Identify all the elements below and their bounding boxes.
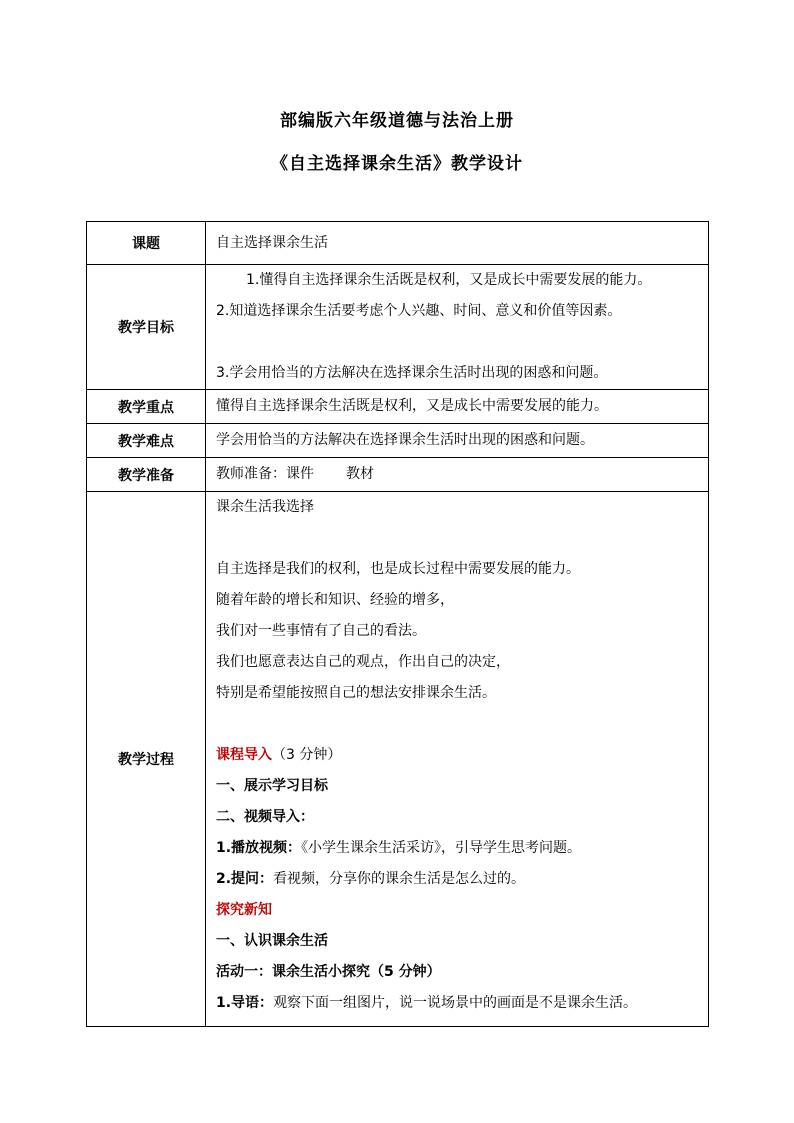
video-text: 《小学生课余生活采访》，引导学生思考问题。 — [301, 840, 582, 856]
intro-line-4: 我们也愿意表达自己的观点，作出自己的决定， — [216, 654, 510, 670]
prep-textbook: 教材 — [346, 466, 374, 482]
goal-line-3: 3.学会用恰当的方法解决在选择课余生活时出现的困惑和问题。 — [216, 365, 608, 381]
label-nandian: 教学难点 — [87, 424, 206, 458]
intro-title: 课余生活我选择 — [216, 499, 314, 515]
activity-one: 活动一：课余生活小探究（5 分钟） — [216, 964, 441, 980]
goal-line-1: 1.懂得自主选择课余生活既是权利，又是成长中需要发展的能力。 — [246, 272, 652, 288]
value-nandian: 学会用恰当的方法解决在选择课余生活时出现的困惑和问题。 — [216, 432, 594, 448]
section-intro-heading — [216, 740, 708, 771]
section-time: （3 分钟） — [272, 747, 342, 763]
item-video-intro: 二、视频导入： — [216, 809, 314, 825]
value-keti: 自主选择课余生活 — [216, 235, 328, 251]
item-know-life: 一、认识课余生活 — [216, 933, 328, 949]
guide-line — [216, 988, 708, 1019]
lesson-plan-table — [86, 221, 709, 1027]
guide-text: 观察下面一组图片，说一说场景中的画面是不是课余生活。 — [273, 995, 638, 1011]
ask-line — [216, 864, 708, 895]
label-mubiao: 教学目标 — [87, 265, 206, 390]
label-zhunbei: 教学准备 — [87, 458, 206, 492]
ask-text: 看视频，分享你的课余生活是怎么过的。 — [273, 871, 526, 887]
section-explore-heading: 探究新知 — [216, 902, 272, 918]
intro-line-2: 随着年龄的增长和知识、经验的增多， — [216, 592, 454, 608]
prep-teacher: 教师准备：课件 — [216, 466, 314, 482]
label-keti: 课题 — [87, 222, 206, 265]
table-row — [87, 390, 709, 424]
guide-label: 1.导语： — [216, 995, 274, 1011]
label-guocheng: 教学过程 — [87, 492, 206, 1027]
intro-line-3: 我们对一些事情有了自己的看法。 — [216, 623, 426, 639]
video-line — [216, 833, 708, 864]
doc-title-line1: 部编版六年级道德与法治上册 — [280, 111, 514, 131]
label-zhongdian: 教学重点 — [87, 390, 206, 424]
intro-line-5: 特别是希望能按照自己的想法安排课余生活。 — [216, 685, 496, 701]
table-row — [87, 492, 709, 1027]
value-zhunbei — [216, 458, 708, 491]
table-row — [87, 265, 709, 390]
doc-title-line2: 《自主选择课余生活》教学设计 — [271, 154, 523, 174]
table-row — [87, 458, 709, 492]
goal-line-2: 2.知道选择课余生活要考虑个人兴趣、时间、意义和价值等因素。 — [216, 303, 622, 319]
video-label: 1.播放视频： — [216, 840, 302, 856]
section-red-label: 课程导入 — [216, 747, 272, 763]
intro-line-1: 自主选择是我们的权利，也是成长过程中需要发展的能力。 — [216, 561, 580, 577]
table-row — [87, 424, 709, 458]
table-row — [87, 222, 709, 265]
ask-label: 2.提问： — [216, 871, 274, 887]
item-show-goals: 一、展示学习目标 — [216, 778, 328, 794]
value-zhongdian: 懂得自主选择课余生活既是权利，又是成长中需要发展的能力。 — [216, 398, 608, 414]
